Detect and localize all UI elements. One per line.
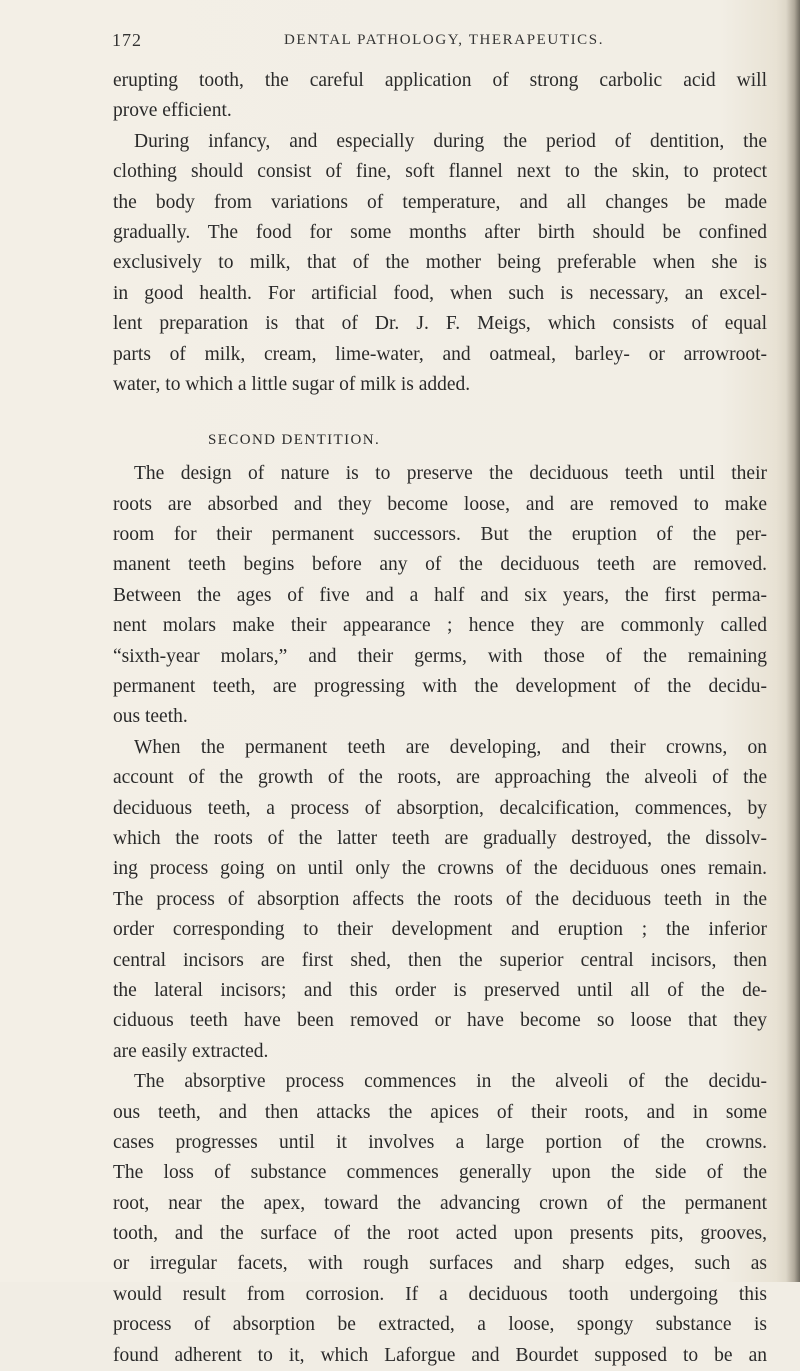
paragraph-3 — [113, 459, 767, 733]
text-line: “sixth-year molars,” and their germs, with those of the remaining — [113, 645, 767, 667]
text-line: the lateral incisors; and this order is preserved until all of the de- — [113, 979, 767, 1001]
text-line: which the roots of the latter teeth are gradually destroyed, the dissolv- — [113, 827, 767, 849]
paragraph-2 — [113, 127, 767, 401]
text-line: The absorptive process commences in the alveoli of the decidu- — [134, 1071, 767, 1093]
page-edge-shadow — [786, 0, 800, 1282]
section-heading: SECOND DENTITION. — [208, 432, 381, 449]
section-spacer — [113, 400, 767, 418]
running-head-title: DENTAL PATHOLOGY, THERAPEUTICS. — [284, 32, 605, 48]
text-line: permanent teeth, are progressing with the development of the decidu- — [113, 676, 767, 698]
running-head — [112, 30, 772, 56]
text-line: parts of milk, cream, lime-water, and oatmeal, barley- or arrowroot- — [113, 343, 767, 365]
text-line: prove efficient. — [113, 100, 232, 122]
page-number: 172 — [112, 30, 142, 50]
text-line: manent teeth begins before any of the deciduous teeth are removed. — [113, 554, 767, 576]
paragraph-4 — [113, 733, 767, 1067]
text-line: found adherent to it, which Laforgue and Bourdet supposed to be an — [113, 1344, 767, 1366]
text-line: ciduous teeth have been removed or have become so loose that they — [113, 1010, 767, 1032]
paragraph-5 — [113, 1067, 767, 1371]
text-line: ous teeth. — [113, 706, 188, 728]
text-line: lent preparation is that of Dr. J. F. Meigs, which consists of equal — [113, 313, 767, 335]
text-line: The process of absorption affects the roots of the deciduous teeth in the — [113, 888, 767, 910]
text-line: in good health. For artificial food, when such is necessary, an excel- — [113, 282, 767, 304]
text-line: would result from corrosion. If a deciduous tooth undergoing this — [113, 1283, 767, 1305]
text-line: nent molars make their appearance ; hence they are commonly called — [113, 615, 767, 637]
text-line: ing process going on until only the crowns of the deciduous ones remain. — [113, 858, 767, 880]
paragraph-1 — [113, 66, 767, 127]
text-line: During infancy, and especially during the period of dentition, the — [134, 130, 767, 152]
text-line: process of absorption be extracted, a loose, spongy substance is — [113, 1314, 767, 1336]
text-line: are easily extracted. — [113, 1040, 269, 1062]
text-line: water, to which a little sugar of milk is added. — [113, 373, 471, 395]
text-line: cases progresses until it involves a large portion of the crowns. — [113, 1131, 767, 1153]
text-line: or irregular facets, with rough surfaces and sharp edges, such as — [113, 1253, 767, 1275]
text-line: tooth, and the surface of the root acted upon presents pits, grooves, — [113, 1223, 767, 1245]
text-line: the body from variations of temperature, and all changes be made — [113, 191, 767, 213]
text-line: central incisors are first shed, then the superior central incisors, then — [113, 949, 767, 971]
text-line: deciduous teeth, a process of absorption, decalcification, commences, by — [113, 797, 767, 819]
text-line: clothing should consist of fine, soft flannel next to the skin, to protect — [113, 161, 767, 183]
text-line: Between the ages of five and a half and six years, the first perma- — [113, 584, 767, 606]
text-line: When the permanent teeth are developing, and their crowns, on — [134, 736, 767, 758]
text-line: room for their permanent successors. But the eruption of the per- — [113, 524, 767, 546]
text-line: account of the growth of the roots, are approaching the alveoli of the — [113, 767, 767, 789]
body-text — [113, 66, 767, 1371]
text-line: erupting tooth, the careful application of strong carbolic acid will — [113, 70, 767, 91]
text-line: The loss of substance commences generally upon the side of the — [113, 1162, 767, 1184]
text-line: The design of nature is to preserve the deciduous teeth until their — [134, 463, 767, 485]
text-line: roots are absorbed and they become loose, and are removed to make — [113, 493, 767, 515]
text-line: ous teeth, and then attacks the apices of their roots, and in some — [113, 1101, 767, 1123]
text-line: gradually. The food for some months after birth should be confined — [113, 221, 767, 243]
text-line: order corresponding to their development and eruption ; the inferior — [113, 919, 767, 941]
text-line: root, near the apex, toward the advancing crown of the permanent — [113, 1192, 767, 1214]
text-line: exclusively to milk, that of the mother being preferable when she is — [113, 252, 767, 274]
